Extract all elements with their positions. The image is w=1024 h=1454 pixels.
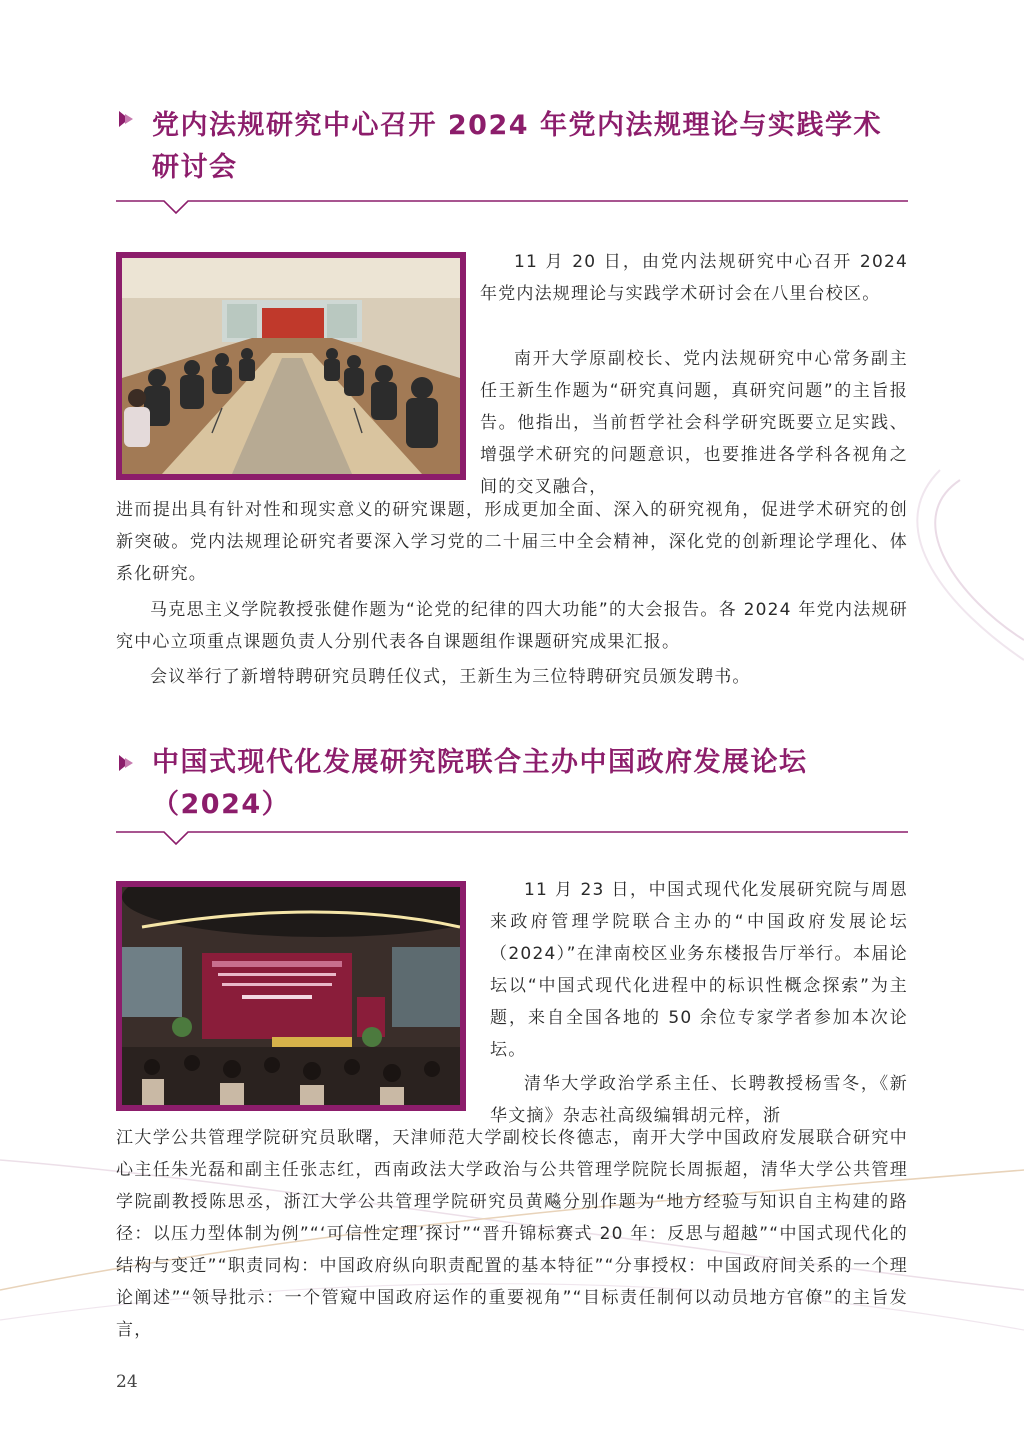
double-triangle-marker-icon: [116, 753, 136, 773]
section2-paragraph-1: 11 月 23 日，中国式现代化发展研究院与周恩来政府管理学院联合主办的“中国政府发展论坛（2024）”在津南校区业务东楼报告厅举行。本届论坛以“中国式现代化进程中的标识性概念探索”为主题，来自全国各地的 50 余位专家学者参加本次论坛。: [490, 880, 908, 1060]
section-title-2: 中国式现代化发展研究院联合主办中国政府发展论坛（2024）: [152, 747, 808, 820]
conference-photo-1: [116, 252, 466, 480]
section-header-1: [116, 105, 908, 189]
double-triangle-marker-icon: [116, 109, 136, 129]
section2-paragraph-2: 清华大学政治学系主任、长聘教授杨雪冬，《新华文摘》杂志社高级编辑胡元梓，浙: [490, 1074, 908, 1126]
section-divider-2: [116, 830, 908, 850]
section2-paragraph-3: 江大学公共管理学院研究员耿曙，天津师范大学副校长佟德志，南开大学中国政府发展联合研究中心主任朱光磊和副主任张志红，西南政法大学政治与公共管理学院院长周振超，清华大学公共管理学院副教授陈思丞，浙江大学公共管理学院研究员黄飚分别作题为“地方经验与知识自主构建的路径：以压力型体制为例”“‘可信性定理’探讨”“晋升锦标赛式 20 年：反思与超越”“中国式现代化的结构与变迁”“职责同构：中国政府纵向职责配置的基本特征”“分事授权：中国政府间关系的一个理论阐述”“领导批示：一个管窥中国政府运作的重要视角”“目标责任制何以动员地方官僚”的主旨发言，: [116, 1128, 908, 1340]
section1-paragraph-2: 南开大学原副校长、党内法规研究中心常务副主任王新生作题为“研究真问题，真研究问题”的主旨报告。他指出，当前哲学社会科学研究既要立足实践、增强学术研究的问题意识，也要推进各学科各视角之间的交叉融合，: [480, 349, 908, 497]
section-header-2: [116, 742, 908, 826]
page-number: 24: [116, 1372, 138, 1392]
section1-paragraph-5: 会议举行了新增特聘研究员聘任仪式，王新生为三位特聘研究员颁发聘书。: [150, 667, 751, 687]
section-title-1: 党内法规研究中心召开 2024 年党内法规理论与实践学术研讨会: [152, 110, 882, 183]
section1-paragraph-4: 马克思主义学院教授张健作题为“论党的纪律的四大功能”的大会报告。各 2024 年党内法规研究中心立项重点课题负责人分别代表各自课题组作课题研究成果汇报。: [116, 600, 908, 652]
section1-paragraph-1: 11 月 20 日，由党内法规研究中心召开 2024 年党内法规理论与实践学术研讨会在八里台校区。: [480, 252, 908, 304]
forum-photo-2: [116, 881, 466, 1111]
section-divider-1: [116, 199, 908, 219]
section1-paragraph-3: 进而提出具有针对性和现实意义的研究课题，形成更加全面、深入的研究视角，促进学术研究的创新突破。党内法规理论研究者要深入学习党的二十届三中全会精神，深化党的创新理论学理化、体系化研究。: [116, 500, 908, 584]
